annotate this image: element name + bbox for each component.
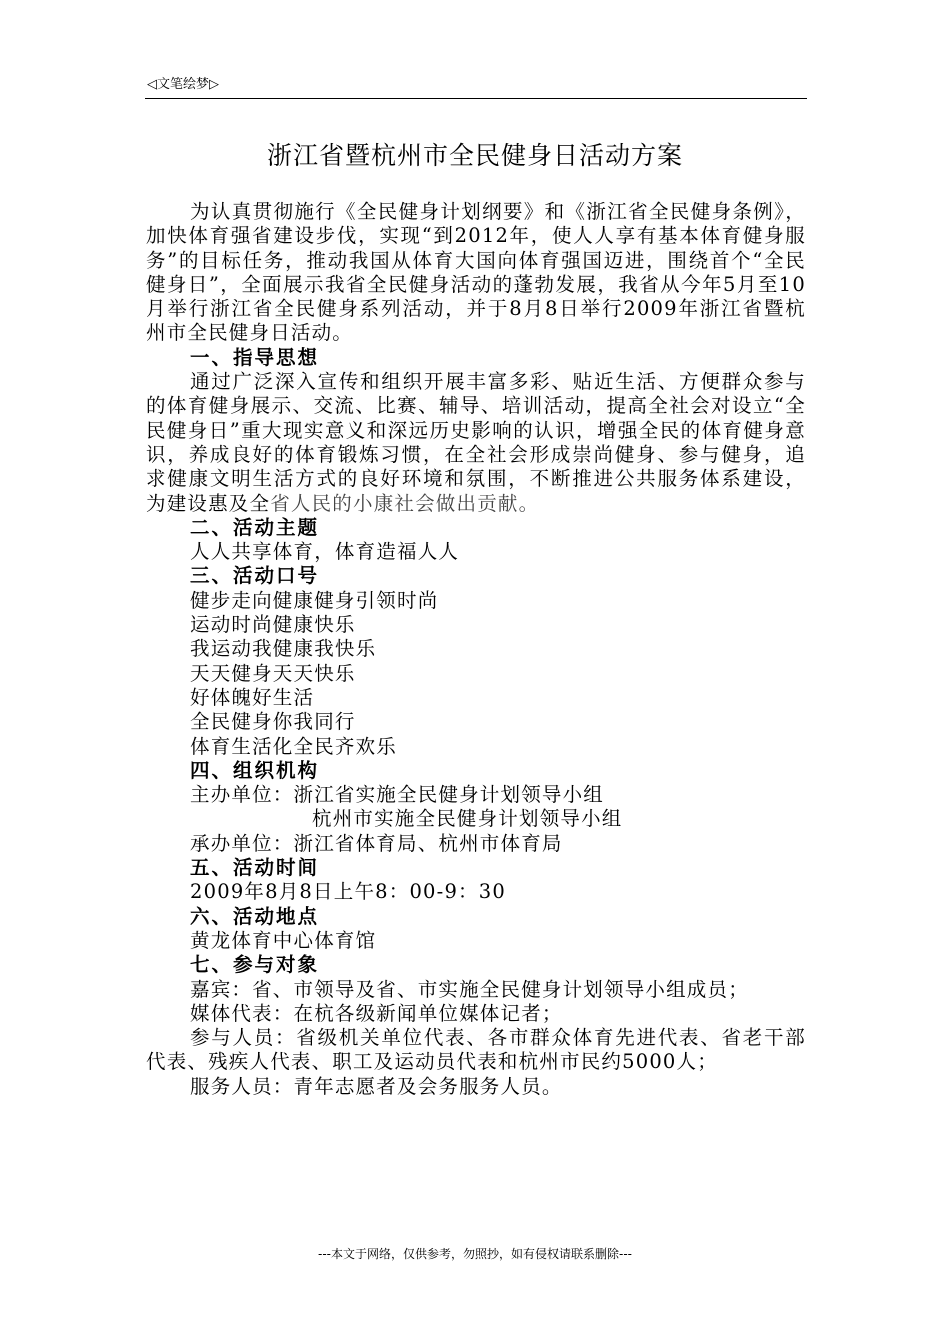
section-heading: 一、指导思想	[190, 345, 320, 369]
page-footer: ---本文于网络，仅供参考，勿照抄，如有侵权请联系删除---	[318, 1247, 632, 1261]
slogan-item: 全民健身你我同行	[190, 710, 356, 734]
intro-paragraph: 为认真贯彻施行《全民健身计划纲要》和《浙江省全民健身条例》，加快体育强省建设步伐，实现“到2012年，使人人享有基本体育健身服务”的目标任务，推动我国从体育大国向体育强国迈进，围绕首个“全民健身日”，全面展示我省全民健身活动的蓬勃发展，我省从今年5月至10月举行浙江省全民健身系列活动，并于8月8日举行2009年浙江省暨杭州市全民健身日活动。	[146, 200, 806, 345]
document-title: 浙江省暨杭州市全民健身日活动方案	[266, 141, 683, 170]
header-text: ◁文笔绘梦▷	[147, 77, 219, 92]
section-text: 通过广泛深入宣传和组织开展丰富多彩、贴近生活、方便群众参与的体育健身展示、交流、比赛、辅导、培训活动，提高全社会对设立“全民健身日”重大现实意义和深远历史影响的认识，增强全民的体育健身意识，养成良好的体育锻炼习惯，在全社会形成崇尚健身、参与健身，追求健康文明生活方式的良好环境和氛围，不断推进公共服务体系建设，为建设惠及全	[146, 370, 806, 515]
section-heading: 三、活动口号	[190, 564, 320, 588]
slogan-item: 健步走向健康健身引领时尚	[190, 588, 439, 612]
section-text-tail: 省人民的小康社会做出贡献。	[270, 491, 540, 515]
participants-text: 参与人员：省级机关单位代表、各市群众体育先进代表、省老干部代表、残疾人代表、职工及运动员代表和杭州市民约5000人；	[146, 1026, 806, 1074]
slogan-item: 运动时尚健康快乐	[190, 613, 356, 637]
document-body	[146, 200, 806, 1099]
section-heading: 六、活动地点	[190, 904, 320, 928]
organizer-line: 承办单位：浙江省体育局、杭州市体育局	[190, 831, 563, 855]
section-heading: 四、组织机构	[190, 758, 320, 782]
host-line: 主办单位：浙江省实施全民健身计划领导小组	[190, 783, 605, 807]
guests-text: 嘉宾：省、市领导及省、市实施全民健身计划领导小组成员；	[190, 977, 749, 1001]
event-time: 2009年8月8日上午8：00-9：30	[190, 880, 506, 904]
section-heading: 二、活动主题	[190, 515, 320, 539]
slogan-item: 天天健身天天快乐	[190, 661, 356, 685]
section-heading: 五、活动时间	[190, 856, 320, 880]
host-line-2: 杭州市实施全民健身计划领导小组	[312, 807, 623, 831]
staff-text: 服务人员：青年志愿者及会务服务人员。	[190, 1074, 563, 1098]
event-venue: 黄龙体育中心体育馆	[190, 928, 377, 952]
slogan-item: 好体魄好生活	[190, 685, 315, 709]
section-paragraph	[146, 370, 806, 516]
media-text: 媒体代表：在杭各级新闻单位媒体记者；	[190, 1001, 563, 1025]
theme-text: 人人共享体育，体育造福人人	[190, 540, 460, 564]
slogan-item: 体育生活化全民齐欢乐	[190, 734, 398, 758]
page-header	[145, 76, 807, 99]
section-heading: 七、参与对象	[190, 953, 320, 977]
slogan-item: 我运动我健康我快乐	[190, 637, 377, 661]
